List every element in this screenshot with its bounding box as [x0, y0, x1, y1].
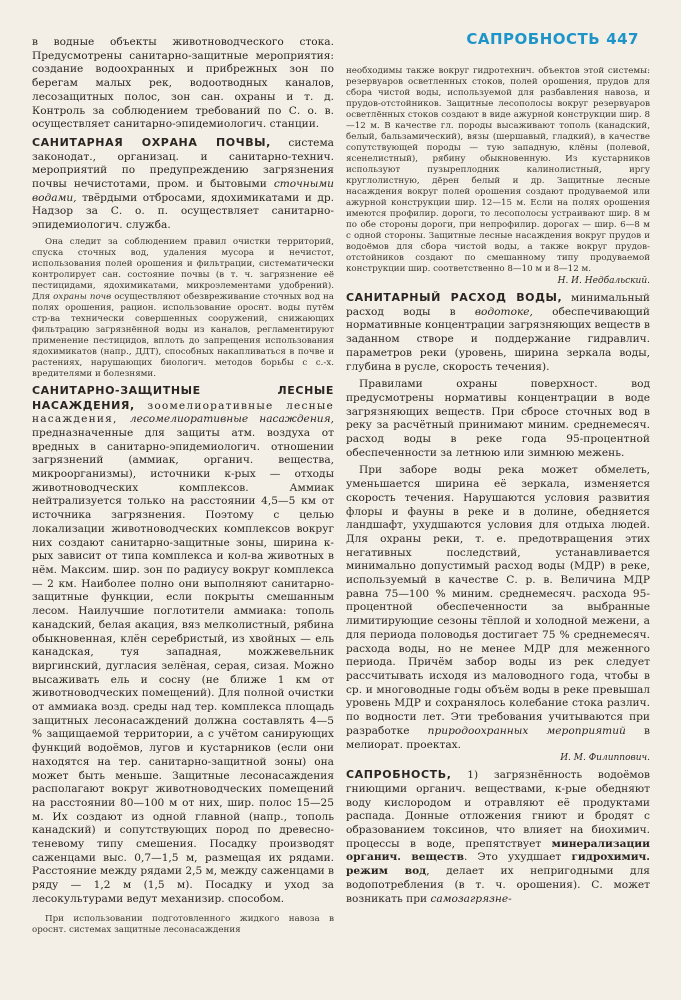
running-header [466, 30, 639, 48]
entry-sanitary-water-flow: САНИТАРНЫЙ РАСХОД ВОДЫ, минимальный расход воды в водотоке, обеспечивающий нормативные концентрации загрязняющих веществ в заданном створе и поддержание гидравлич. параметров реки (уровень, ширина зеркала воды, глубина в русле, скорость течения). [346, 291, 650, 373]
left-p3-small: Она следит за соблюдением правил очистки территорий, спуска сточных вод, удаления мусора и нечистот, использования полей орошения и фильтрации, систематически контролирует сан. состояние почвы (в т. ч. загрязнение её пестицидами, ядохимикатами, микроэлементами удобрений). Для охраны почв осуществляют обезвреживание сточных вод на полях орошения, рацион. использование ороснт. воды путём стр-ва технически совершенных сооружений, снижающих фильтрацию загрязнённой воды из каналов, регламентируют применение пестицидов, вплоть до запрещения использования ядохимикатов (напр., ДДТ), способных накапливаться в почве и растениях, нарушающих биологич. методов борьбы с с.-х. вредителями и болезнями. [32, 236, 334, 379]
right-p1-small: необходимы также вокруг гидротехнич. объектов этой системы: резервуаров осветленных стоков, полей орошения, прудов для сбора чистой воды, используемой для разбавления навоза, и прудов-отстойников. Защитные лесополосы вокруг резервуаров осветлённых стоков создают в виде ажурной конструкции шир. 8—12 м. В качестве гл. породы высаживают тополь (канадский, белый, бальзамический), вязы (шершавый, гладкий), в качестве сопутствующей породы — тую западную, клёны (полевой, ясенелистный), рябину обыкновенную. Из кустарников используют пузыреплодник калинолистный, иргу круглолистную, дёрен белый и др. Защитные лесные насаждения вокруг полей орошения создают продуваемой или ажурной конструкции шир. 12—15 м. Если на полях орошения имеются профилир. дороги, то лесополосы устраивают шир. 8 м по обе стороны дороги, при непрофилир. дорогах — шир. 6—8 м с одной стороны. Защитные лесные насаждения вокруг прудов и водоёмов для сбора чистой воды, а также вокруг прудов-отстойников создают по смешанному типу продуваемой конструкции шир. соответственно 8—10 м и 8—12 м. [346, 66, 650, 274]
entry-heading: САНИТАРНО-ЗАЩИТНЫЕ ЛЕСНЫЕ НАСАЖДЕНИЯ, [32, 383, 334, 412]
right-column [346, 66, 650, 906]
entry-heading: САПРОБНОСТЬ, [346, 768, 452, 782]
entry-soil-protection: САНИТАРНАЯ ОХРАНА ПОЧВЫ, система законодат., организац. и санитарно-технич. мероприятий по предупреждению загрязнения почвы нечистотами, пром. и бытовыми сточными водами, твёрдыми отбросами, ядохимикатами и др. Надзор за С. о. п. осуществляет санитарно-эпидемиологич. служба. [32, 135, 335, 232]
right-p3: Правилами охраны поверхност. вод предусмотрены нормативы концентрации в воде загрязняющих веществ. При сбросе сточных вод в реку за расчётный принимают миним. среднемесяч. расход воды в реке года 95-процентной обеспеченности за летнюю или зимнюю межень. [346, 378, 650, 459]
left-p1: в водные объекты животноводческого стока. Предусмотрены санитарно-защитные мероприятия: создание водоохранных и прибрежных зон по берегам малых рек, водоотводных каналов, лесозащитных полос, зон сан. охраны и т. д. Контроль за соблюдением требований по С. о. в. осуществляет санитарно-эпидемиологич. станции. [32, 36, 334, 131]
left-p5-small: При использовании подготовленного жидкого навоза в ороснт. системах защитные лесонасаждения [32, 913, 334, 935]
header-title: САПРОБНОСТЬ [466, 30, 601, 48]
entry-heading: САНИТАРНАЯ ОХРАНА ПОЧВЫ, [32, 135, 271, 149]
author-signature: И. М. Филиппович. [560, 753, 650, 764]
right-p4: При заборе воды река может обмелеть, уменьшается ширина её зеркала, изменяется скорость течения. Нарушаются условия развития флоры и фауны в реке и в долине, обедняется ландшафт, ухудшаются условия для отдыха людей. Для охраны реки, т. е. предотвращения этих негативных последствий, устанавливается минимально допустимый расход воды (МДР) в реке, используемый в качестве С. р. в. Величина МДР равна 75—100 % миним. среднемесяч. расхода 95-процентной обеспеченности за выбранные лимитирующие сезоны тёплой и холодной межени, а для периода половодья достигает 75 % среднемесяч. расхода воды, но не менее МДР для меженного периода. Причём забор воды из рек следует рассчитывать исходя из маловодного года, чтобы в ср. и многоводные годы объём воды в реке превышал уровень МДР и сохранялось колебание стока различ. по водности лет. Эти требования учитываются при разработке природоохранных мероприятий в мелиорат. проектах. [346, 464, 650, 751]
author-signature: Н. И. Недбальский. [557, 276, 650, 286]
entry-saprobity: САПРОБНОСТЬ, 1) загрязнённость водоёмов гниющими органич. веществами, к-рые обедняют воду кислородом и отравляют её продуктами распада. Донные отложения гниют и бродят с образованием токсинов, что влияет на биохимич. процессы в воде, препятствует минерализации органич. веществ. Это ухудшает гидрохимич. режим вод, делает их непригодными для водопотребления (в т. ч. орошения). С. может возникать при самозагрязне- [346, 768, 650, 905]
entry-heading: САНИТАРНЫЙ РАСХОД ВОДЫ, [346, 291, 563, 304]
left-column [32, 36, 334, 936]
page-number: 447 [606, 30, 639, 48]
entry-sanitary-forest: САНИТАРНО-ЗАЩИТНЫЕ ЛЕСНЫЕ НАСАЖДЕНИЯ, зоомелиоративные лесные насаждения, лесомелиоративные насаждения, предназначенные для защиты атм. воздуха от вредных в санитарно-эпидемиологич. отношении загрязнений (аммиак, органич. вещества, микроорганизмы), источники к-рых — отходы животноводческих комплексов. Аммиак нейтрализуется только на расстоянии 4,5—5 км от источника загрязнения. Поэтому с целью локализации животноводческих комплексов вокруг них создают санитарно-защитные зоны, ширина к-рых зависит от типа комплекса и кол-ва животных в нём. Максим. шир. зон по радиусу вокруг комплекса — 2 км. Наиболее полно они выполняют санитарно-защитные функции, если покрыты смешанным лесом. Наилучшие поглотители аммиака: тополь канадский, белая акация, вяз мелколистный, рябина обыкновенная, клён серебристый, из хвойных — ель канадская, туя западная, можжевельник виргинский, дугласия зелёная, серая, сизая. Можно высаживать ель и сосну (не ближе 1 км от животноводческих помещений). Для полной очистки от аммиака возд. среды над тер. комплекса площадь защитных лесонасаждений должна составлять 4—5 % защищаемой территории, а с учётом санирующих функций водоёмов, лугов и кустарников (если они находятся на тер. санитарно-защитной зоны) она может быть меньше. Защитные лесонасаждения располагают вокруг животноводческих помещений на расстоянии 80—100 м от них, шир. полос 15—25 м. Их создают из одной главной (напр., тополь канадский) и сопутствующих пород по древесно-теневому типу смешения. Посадку производят саженцами выс. 0,7—1,5 м, размещая их рядами. Расстояние между рядами 2,5 м, между саженцами в ряду — 1,2 м (1,5 м). Посадку и уход за лесокультурами ведут механизир. способом. [32, 383, 334, 905]
